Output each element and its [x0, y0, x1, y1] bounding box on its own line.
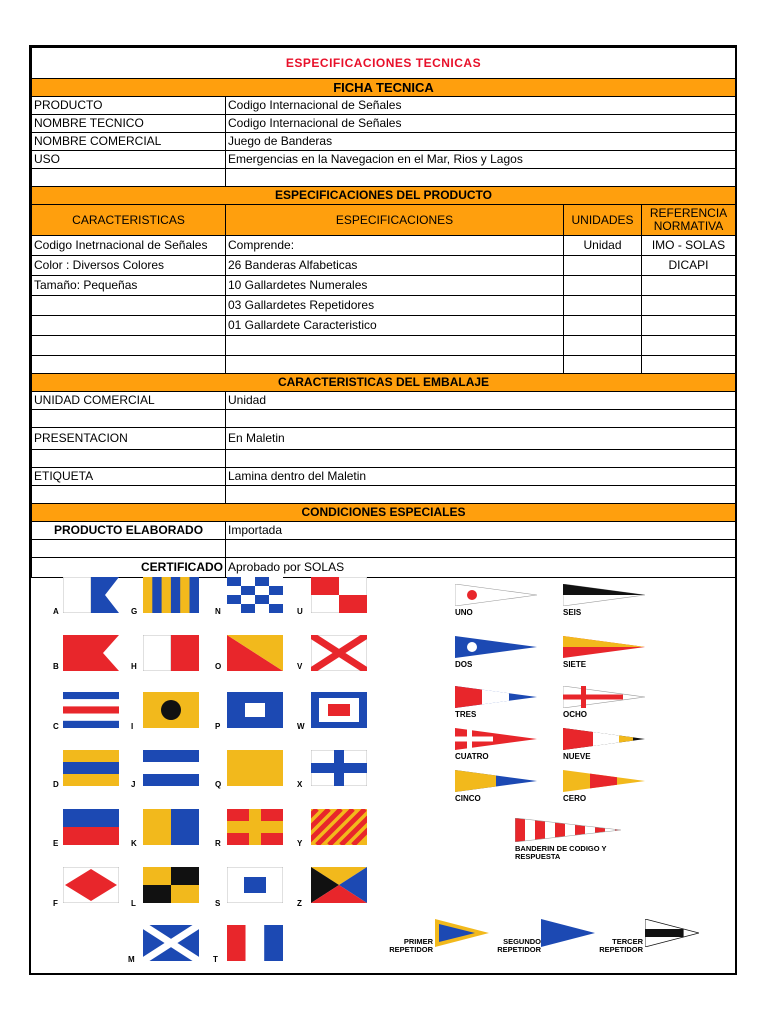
cell-espec: 03 Gallardetes Repetidores — [226, 296, 564, 316]
flag-d-icon — [63, 750, 119, 786]
flag-t-icon — [227, 925, 283, 961]
ficha-value: Emergencias en la Navegacion en el Mar, Rios y Lagos — [226, 151, 736, 169]
flag-k-icon — [143, 809, 199, 845]
flag-letter: D — [53, 780, 59, 789]
flag-i-icon — [143, 692, 199, 728]
pennant-label: CERO — [563, 794, 587, 803]
flag-letter: S — [215, 899, 221, 908]
flag-letter: K — [131, 839, 137, 848]
pennant-label: CUATRO — [455, 752, 489, 761]
col-header-caracteristicas: CARACTERISTICAS — [32, 205, 226, 236]
cell-ref: DICAPI — [642, 256, 736, 276]
flag-z-icon — [311, 867, 367, 903]
col-header-especificaciones: ESPECIFICACIONES — [226, 205, 564, 236]
certificado-value: Aprobado por SOLAS — [226, 558, 736, 578]
table-row — [32, 428, 736, 450]
pennant-label: NUEVE — [563, 752, 591, 761]
cell-unid — [564, 256, 642, 276]
flag-w-icon — [311, 692, 367, 728]
answer-pennant-icon — [515, 818, 621, 842]
pennant-label: CINCO — [455, 794, 481, 803]
cell-espec: 10 Gallardetes Numerales — [226, 276, 564, 296]
cell-espec: 01 Gallardete Caracteristico — [226, 316, 564, 336]
flag-letter: H — [131, 662, 137, 671]
cell-espec: 26 Banderas Alfabeticas — [226, 256, 564, 276]
table-row — [32, 236, 736, 256]
col-header-referencia: REFERENCIA NORMATIVA — [642, 205, 736, 236]
table-row — [32, 296, 736, 316]
cell-caract: Color : Diversos Colores — [32, 256, 226, 276]
flag-letter: Z — [297, 899, 302, 908]
cell-unid: Unidad — [564, 236, 642, 256]
pennant-label: OCHO — [563, 710, 587, 719]
pennant-seis-icon — [563, 584, 645, 606]
flag-letter: V — [297, 662, 303, 671]
embalaje-label: PRESENTACION — [32, 428, 226, 450]
cell-unid — [564, 296, 642, 316]
flag-letter: N — [215, 607, 221, 616]
cell-espec: Comprende: — [226, 236, 564, 256]
ficha-heading: FICHA TECNICA — [32, 79, 736, 97]
cell-ref: IMO - SOLAS — [642, 236, 736, 256]
flag-letter: Q — [215, 780, 222, 789]
ficha-label: PRODUCTO — [32, 97, 226, 115]
pennant-cuatro-icon — [455, 728, 537, 750]
flags-chart — [31, 562, 735, 972]
table-row — [32, 468, 736, 486]
flag-q-icon — [227, 750, 283, 786]
flag-m-icon — [143, 925, 199, 961]
pennant-label: TRES — [455, 710, 477, 719]
flag-f-icon — [63, 867, 119, 903]
pennant-ocho-icon — [563, 686, 645, 708]
embalaje-value: En Maletin — [226, 428, 736, 450]
embalaje-heading: CARACTERISTICAS DEL EMBALAJE — [32, 374, 736, 392]
pennant-label: DOS — [455, 660, 473, 669]
flag-b-icon — [63, 635, 119, 671]
table-row — [32, 115, 736, 133]
flag-letter: X — [297, 780, 303, 789]
flag-letter: B — [53, 662, 59, 671]
pennant-cero-icon — [563, 770, 645, 792]
repeater-3-icon — [645, 919, 699, 947]
cell-caract: Codigo Inetrnacional de Señales — [32, 236, 226, 256]
flag-y-icon — [311, 809, 367, 845]
table-row — [32, 151, 736, 169]
pennant-tres-icon — [455, 686, 537, 708]
spec-table — [31, 47, 736, 578]
flag-letter: R — [215, 839, 221, 848]
flag-letter: F — [53, 899, 58, 908]
pennant-nueve-icon — [563, 728, 645, 750]
repeater-label: SEGUNDO REPETIDOR — [497, 937, 541, 954]
flag-letter: L — [131, 899, 136, 908]
table-row — [32, 256, 736, 276]
flag-letter: C — [53, 722, 59, 731]
flag-o-icon — [227, 635, 283, 671]
repeater-label: TERCER REPETIDOR — [599, 937, 643, 954]
cell-ref — [642, 316, 736, 336]
table-row — [32, 522, 736, 540]
flag-letter: M — [128, 955, 135, 964]
elaborado-label: PRODUCTO ELABORADO — [32, 522, 226, 540]
flag-h-icon — [143, 635, 199, 671]
flag-v-icon — [311, 635, 367, 671]
pennant-label: SIETE — [563, 660, 587, 669]
flag-letter: W — [297, 722, 305, 731]
repeater-1-icon — [435, 919, 489, 947]
flag-letter: U — [297, 607, 303, 616]
ficha-label: NOMBRE COMERCIAL — [32, 133, 226, 151]
table-row — [32, 276, 736, 296]
pennant-cinco-icon — [455, 770, 537, 792]
answer-pennant-label: BANDERIN DE CODIGO Y RESPUESTA — [515, 844, 607, 861]
flag-x-icon — [311, 750, 367, 786]
cell-ref — [642, 296, 736, 316]
flag-letter: G — [131, 607, 138, 616]
flag-u-icon — [311, 577, 367, 613]
cell-ref — [642, 276, 736, 296]
embalaje-value: Lamina dentro del Maletin — [226, 468, 736, 486]
flag-letter: O — [215, 662, 222, 671]
embalaje-value: Unidad — [226, 392, 736, 410]
ficha-value: Codigo Internacional de Señales — [226, 97, 736, 115]
pennant-label: SEIS — [563, 608, 582, 617]
producto-heading: ESPECIFICACIONES DEL PRODUCTO — [32, 187, 736, 205]
pennant-dos-icon — [455, 636, 537, 658]
flag-n-icon — [227, 577, 283, 613]
flag-p-icon — [227, 692, 283, 728]
ficha-value: Juego de Banderas — [226, 133, 736, 151]
flag-letter: P — [215, 722, 221, 731]
ficha-label: USO — [32, 151, 226, 169]
flag-letter: T — [213, 955, 218, 964]
spec-sheet — [29, 45, 737, 975]
cell-unid — [564, 316, 642, 336]
flag-a-icon — [63, 577, 119, 613]
flag-l-icon — [143, 867, 199, 903]
pennant-siete-icon — [563, 636, 645, 658]
flag-e-icon — [63, 809, 119, 845]
table-row — [32, 316, 736, 336]
flag-letter: Y — [297, 839, 303, 848]
flag-c-icon — [63, 692, 119, 728]
flag-g-icon — [143, 577, 199, 613]
repeater-label: PRIMER REPETIDOR — [389, 937, 433, 954]
table-row — [32, 392, 736, 410]
flag-letter: I — [131, 722, 134, 731]
ficha-label: NOMBRE TECNICO — [32, 115, 226, 133]
flag-j-icon — [143, 750, 199, 786]
page-title: ESPECIFICACIONES TECNICAS — [32, 48, 736, 79]
flag-letter: A — [53, 607, 59, 616]
certificado-label: CERTIFICADO — [32, 558, 226, 578]
elaborado-value: Importada — [226, 522, 736, 540]
flag-r-icon — [227, 809, 283, 845]
cell-caract: Tamaño: Pequeñas — [32, 276, 226, 296]
embalaje-label: UNIDAD COMERCIAL — [32, 392, 226, 410]
condiciones-heading: CONDICIONES ESPECIALES — [32, 504, 736, 522]
flag-letter: J — [131, 780, 136, 789]
cell-caract — [32, 316, 226, 336]
cell-caract — [32, 296, 226, 316]
flag-s-icon — [227, 867, 283, 903]
col-header-unidades: UNIDADES — [564, 205, 642, 236]
flag-letter: E — [53, 839, 59, 848]
pennant-label: UNO — [455, 608, 473, 617]
cell-unid — [564, 276, 642, 296]
pennant-uno-icon — [455, 584, 537, 606]
table-row — [32, 97, 736, 115]
table-row — [32, 133, 736, 151]
embalaje-label: ETIQUETA — [32, 468, 226, 486]
ficha-value: Codigo Internacional de Señales — [226, 115, 736, 133]
